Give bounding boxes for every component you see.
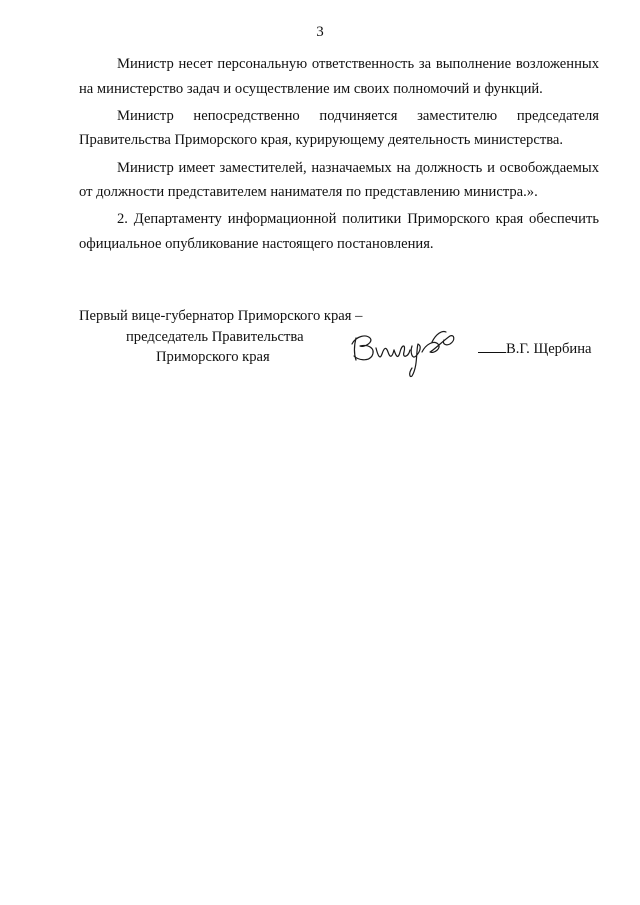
- paragraph-minister-deputies: Министр имеет заместителей, назначаемых на должность и освобождаемых от должности представителем нанимателя по представлению министра.».: [79, 159, 599, 201]
- signatory-position: [79, 306, 379, 368]
- position-line-3: Приморского края: [156, 349, 270, 365]
- handwritten-signature: [346, 322, 466, 382]
- position-line-2: председатель Правительства: [126, 328, 304, 345]
- signer-name: В.Г. Щербина: [506, 341, 592, 357]
- document-body: [79, 52, 599, 259]
- paragraph-minister-subordination: Министр непосредственно подчиняется заместителю председателя Правительства Приморского края, курирующему деятельность министерства.: [79, 107, 599, 149]
- paragraph-publication-order: 2. Департаменту информационной политики Приморского края обеспечить официальное опубликование настоящего постановления.: [79, 211, 599, 252]
- paragraph-minister-responsibility: Министр несет персональную ответственность за выполнение возложенных на министерство задач и осуществление им своих полномочий и функций.: [79, 56, 599, 97]
- position-line-1: Первый вице-губернатор Приморского края –: [79, 308, 363, 324]
- page-number: 3: [316, 24, 324, 40]
- signature-dash: [478, 352, 506, 353]
